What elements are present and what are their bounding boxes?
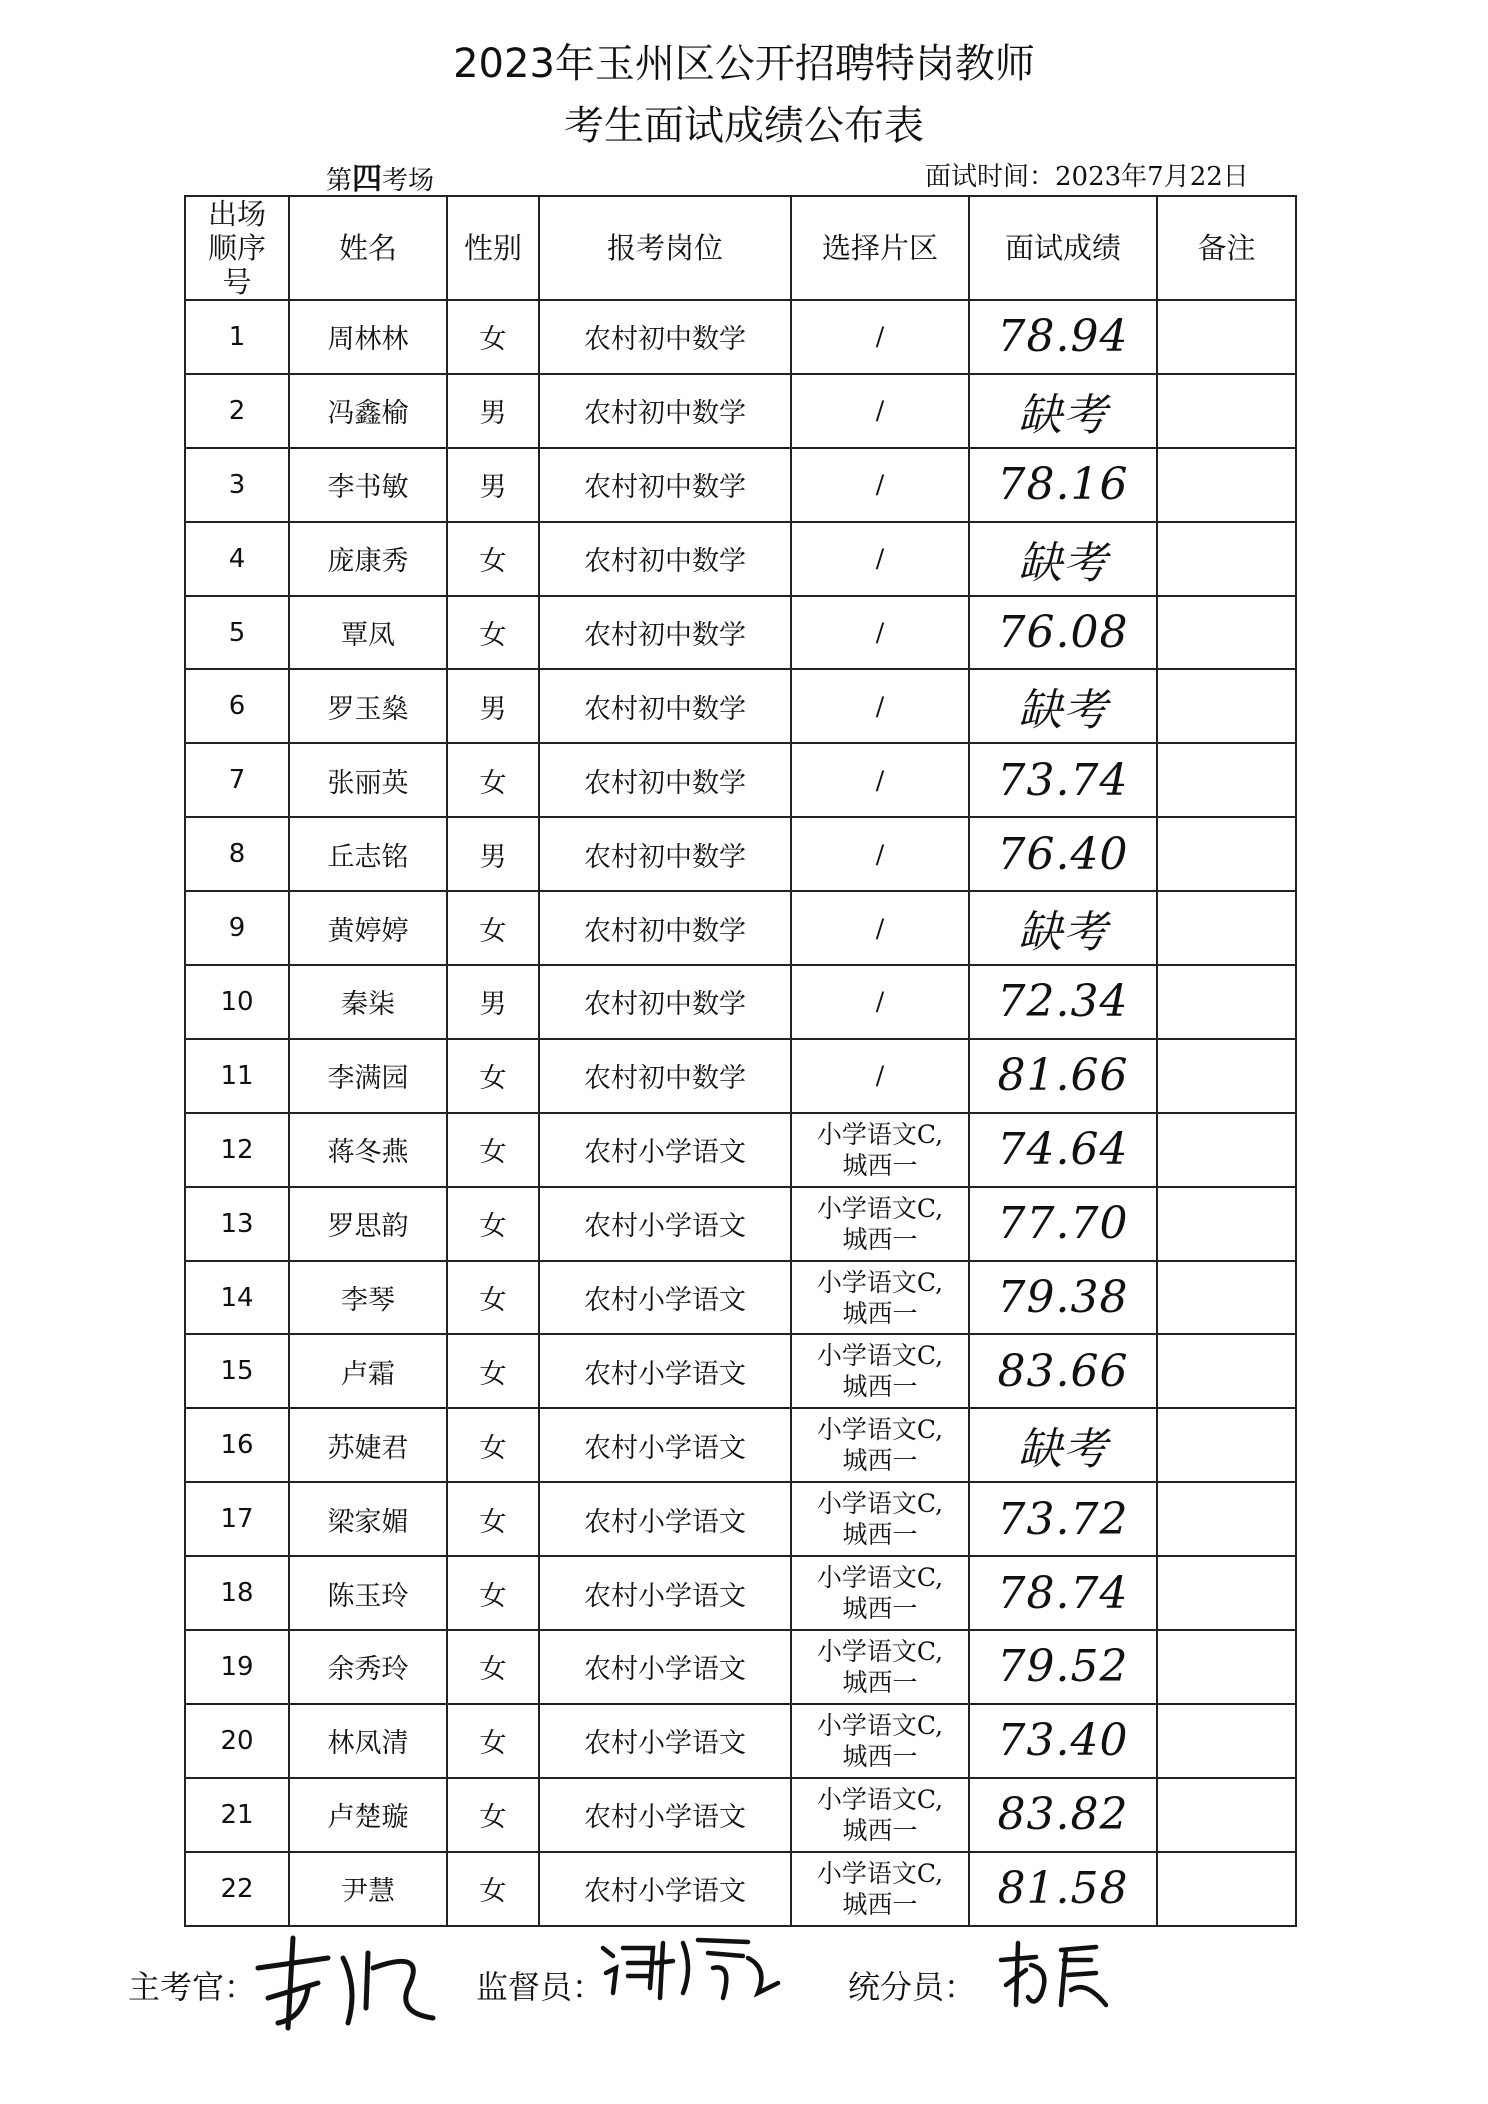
post-cell: 农村初中数学	[539, 965, 791, 1039]
table-row	[185, 596, 1296, 670]
seq-cell: 13	[185, 1187, 289, 1261]
gender-cell: 男	[447, 965, 539, 1039]
table-row	[185, 522, 1296, 596]
region-cell: 小学语文C,城西一	[791, 1408, 969, 1482]
score-cell: 73.74	[969, 743, 1157, 817]
table-row	[185, 817, 1296, 891]
score-cell: 83.66	[969, 1334, 1157, 1408]
name-cell: 尹慧	[289, 1852, 447, 1926]
name-cell: 罗思韵	[289, 1187, 447, 1261]
table-row	[185, 743, 1296, 817]
gender-cell: 女	[447, 891, 539, 965]
post-cell: 农村初中数学	[539, 448, 791, 522]
header-note: 备注	[1157, 196, 1296, 300]
region-cell: /	[791, 596, 969, 670]
region-cell: /	[791, 1039, 969, 1113]
table-header-row	[185, 196, 1296, 300]
score-cell: 78.94	[969, 300, 1157, 374]
region-cell: /	[791, 374, 969, 448]
seq-cell: 21	[185, 1778, 289, 1852]
name-cell: 李书敏	[289, 448, 447, 522]
gender-cell: 女	[447, 1261, 539, 1335]
chief-examiner-label: 主考官：	[128, 1968, 257, 2006]
gender-cell: 女	[447, 1704, 539, 1778]
name-cell: 卢霜	[289, 1334, 447, 1408]
post-cell: 农村小学语文	[539, 1556, 791, 1630]
note-cell	[1157, 1704, 1296, 1778]
seq-cell: 2	[185, 374, 289, 448]
region-cell: 小学语文C,城西一	[791, 1778, 969, 1852]
post-cell: 农村初中数学	[539, 300, 791, 374]
table-row	[185, 300, 1296, 374]
score-cell: 73.40	[969, 1704, 1157, 1778]
note-cell	[1157, 1187, 1296, 1261]
score-cell: 缺考	[969, 891, 1157, 965]
score-cell: 缺考	[969, 1408, 1157, 1482]
table-row	[185, 1113, 1296, 1187]
note-cell	[1157, 891, 1296, 965]
post-cell: 农村初中数学	[539, 522, 791, 596]
post-cell: 农村小学语文	[539, 1408, 791, 1482]
note-cell	[1157, 1778, 1296, 1852]
note-cell	[1157, 1482, 1296, 1556]
seq-cell: 10	[185, 965, 289, 1039]
seq-cell: 7	[185, 743, 289, 817]
room-suffix: 考场	[382, 166, 435, 196]
region-cell: 小学语文C,城西一	[791, 1704, 969, 1778]
region-cell: 小学语文C,城西一	[791, 1482, 969, 1556]
seq-cell: 11	[185, 1039, 289, 1113]
note-cell	[1157, 669, 1296, 743]
region-cell: /	[791, 965, 969, 1039]
gender-cell: 女	[447, 1334, 539, 1408]
name-cell: 秦柒	[289, 965, 447, 1039]
seq-cell: 3	[185, 448, 289, 522]
post-cell: 农村小学语文	[539, 1334, 791, 1408]
note-cell	[1157, 1334, 1296, 1408]
gender-cell: 女	[447, 596, 539, 670]
chief-examiner-signature	[248, 1928, 458, 2038]
region-cell: 小学语文C,城西一	[791, 1187, 969, 1261]
post-cell: 农村初中数学	[539, 817, 791, 891]
post-cell: 农村初中数学	[539, 891, 791, 965]
name-cell: 冯鑫榆	[289, 374, 447, 448]
seq-cell: 18	[185, 1556, 289, 1630]
gender-cell: 男	[447, 374, 539, 448]
seq-cell: 8	[185, 817, 289, 891]
post-cell: 农村初中数学	[539, 1039, 791, 1113]
region-cell: 小学语文C,城西一	[791, 1852, 969, 1926]
post-cell: 农村初中数学	[539, 743, 791, 817]
region-cell: 小学语文C,城西一	[791, 1556, 969, 1630]
seq-cell: 17	[185, 1482, 289, 1556]
header-post: 报考岗位	[539, 196, 791, 300]
name-cell: 李琴	[289, 1261, 447, 1335]
table-row	[185, 965, 1296, 1039]
name-cell: 蒋冬燕	[289, 1113, 447, 1187]
header-score: 面试成绩	[969, 196, 1157, 300]
score-cell: 77.70	[969, 1187, 1157, 1261]
region-cell: /	[791, 743, 969, 817]
score-cell: 76.08	[969, 596, 1157, 670]
note-cell	[1157, 300, 1296, 374]
post-cell: 农村小学语文	[539, 1261, 791, 1335]
seq-cell: 19	[185, 1630, 289, 1704]
name-cell: 庞康秀	[289, 522, 447, 596]
note-cell	[1157, 965, 1296, 1039]
post-cell: 农村小学语文	[539, 1113, 791, 1187]
table-row	[185, 374, 1296, 448]
post-cell: 农村小学语文	[539, 1482, 791, 1556]
note-cell	[1157, 1113, 1296, 1187]
interview-date: 面试时间：2023年7月22日	[925, 162, 1249, 192]
name-cell: 覃凤	[289, 596, 447, 670]
seq-cell: 5	[185, 596, 289, 670]
score-cell: 76.40	[969, 817, 1157, 891]
note-cell	[1157, 374, 1296, 448]
gender-cell: 女	[447, 1778, 539, 1852]
seq-cell: 4	[185, 522, 289, 596]
score-cell: 缺考	[969, 374, 1157, 448]
region-cell: /	[791, 817, 969, 891]
name-cell: 余秀玲	[289, 1630, 447, 1704]
seq-cell: 20	[185, 1704, 289, 1778]
name-cell: 陈玉玲	[289, 1556, 447, 1630]
supervisor-signature	[598, 1928, 788, 2008]
score-cell: 83.82	[969, 1778, 1157, 1852]
post-cell: 农村小学语文	[539, 1852, 791, 1926]
post-cell: 农村小学语文	[539, 1778, 791, 1852]
score-cell: 79.52	[969, 1630, 1157, 1704]
note-cell	[1157, 448, 1296, 522]
region-cell: /	[791, 300, 969, 374]
name-cell: 黄婷婷	[289, 891, 447, 965]
gender-cell: 女	[447, 1408, 539, 1482]
scorer-label: 统分员：	[848, 1968, 977, 2006]
score-cell: 74.64	[969, 1113, 1157, 1187]
table-row	[185, 448, 1296, 522]
name-cell: 周林林	[289, 300, 447, 374]
table-row	[185, 1556, 1296, 1630]
post-cell: 农村小学语文	[539, 1704, 791, 1778]
document-title-line1: 2023年玉州区公开招聘特岗教师	[453, 41, 1035, 87]
room-number: 四	[352, 162, 383, 197]
score-cell: 缺考	[969, 669, 1157, 743]
score-cell: 79.38	[969, 1261, 1157, 1335]
gender-cell: 女	[447, 1113, 539, 1187]
note-cell	[1157, 817, 1296, 891]
table-row	[185, 1778, 1296, 1852]
gender-cell: 男	[447, 817, 539, 891]
table-row	[185, 1039, 1296, 1113]
region-cell: 小学语文C,城西一	[791, 1630, 969, 1704]
name-cell: 李满园	[289, 1039, 447, 1113]
note-cell	[1157, 596, 1296, 670]
region-cell: /	[791, 448, 969, 522]
score-cell: 78.74	[969, 1556, 1157, 1630]
table-row	[185, 891, 1296, 965]
table-row	[185, 1482, 1296, 1556]
post-cell: 农村初中数学	[539, 669, 791, 743]
note-cell	[1157, 1039, 1296, 1113]
name-cell: 苏婕君	[289, 1408, 447, 1482]
score-cell: 78.16	[969, 448, 1157, 522]
scorer-signature	[996, 1935, 1116, 2015]
note-cell	[1157, 1630, 1296, 1704]
seq-cell: 22	[185, 1852, 289, 1926]
note-cell	[1157, 1556, 1296, 1630]
name-cell: 丘志铭	[289, 817, 447, 891]
table-row	[185, 1334, 1296, 1408]
gender-cell: 女	[447, 1630, 539, 1704]
table-row	[185, 1261, 1296, 1335]
region-cell: /	[791, 522, 969, 596]
header-gender: 性别	[447, 196, 539, 300]
post-cell: 农村小学语文	[539, 1187, 791, 1261]
gender-cell: 女	[447, 1187, 539, 1261]
region-cell: /	[791, 669, 969, 743]
score-cell: 73.72	[969, 1482, 1157, 1556]
gender-cell: 女	[447, 1039, 539, 1113]
supervisor-label: 监督员：	[476, 1968, 605, 2006]
seq-cell: 1	[185, 300, 289, 374]
table-row	[185, 1408, 1296, 1482]
gender-cell: 男	[447, 669, 539, 743]
score-table	[184, 195, 1297, 1927]
score-cell: 缺考	[969, 522, 1157, 596]
note-cell	[1157, 743, 1296, 817]
note-cell	[1157, 1408, 1296, 1482]
gender-cell: 女	[447, 743, 539, 817]
region-cell: /	[791, 891, 969, 965]
seq-cell: 9	[185, 891, 289, 965]
post-cell: 农村初中数学	[539, 596, 791, 670]
post-cell: 农村小学语文	[539, 1630, 791, 1704]
note-cell	[1157, 1852, 1296, 1926]
table-row	[185, 1852, 1296, 1926]
seq-cell: 6	[185, 669, 289, 743]
region-cell: 小学语文C,城西一	[791, 1334, 969, 1408]
name-cell: 罗玉燊	[289, 669, 447, 743]
name-cell: 张丽英	[289, 743, 447, 817]
seq-cell: 14	[185, 1261, 289, 1335]
seq-cell: 15	[185, 1334, 289, 1408]
document-title-line2: 考生面试成绩公布表	[564, 103, 924, 149]
name-cell: 卢楚璇	[289, 1778, 447, 1852]
gender-cell: 女	[447, 1556, 539, 1630]
note-cell	[1157, 1261, 1296, 1335]
note-cell	[1157, 522, 1296, 596]
table-row	[185, 1704, 1296, 1778]
seq-cell: 16	[185, 1408, 289, 1482]
table-row	[185, 1187, 1296, 1261]
gender-cell: 女	[447, 300, 539, 374]
score-cell: 81.58	[969, 1852, 1157, 1926]
region-cell: 小学语文C,城西一	[791, 1113, 969, 1187]
header-seq: 出场顺序号	[185, 196, 289, 300]
exam-room-label	[326, 154, 434, 198]
score-cell: 81.66	[969, 1039, 1157, 1113]
gender-cell: 女	[447, 522, 539, 596]
header-name: 姓名	[289, 196, 447, 300]
post-cell: 农村初中数学	[539, 374, 791, 448]
header-region: 选择片区	[791, 196, 969, 300]
name-cell: 林凤清	[289, 1704, 447, 1778]
gender-cell: 女	[447, 1852, 539, 1926]
score-cell: 72.34	[969, 965, 1157, 1039]
region-cell: 小学语文C,城西一	[791, 1261, 969, 1335]
table-row	[185, 1630, 1296, 1704]
table-row	[185, 669, 1296, 743]
seq-cell: 12	[185, 1113, 289, 1187]
name-cell: 梁家媚	[289, 1482, 447, 1556]
room-prefix: 第	[326, 166, 353, 196]
gender-cell: 女	[447, 1482, 539, 1556]
gender-cell: 男	[447, 448, 539, 522]
